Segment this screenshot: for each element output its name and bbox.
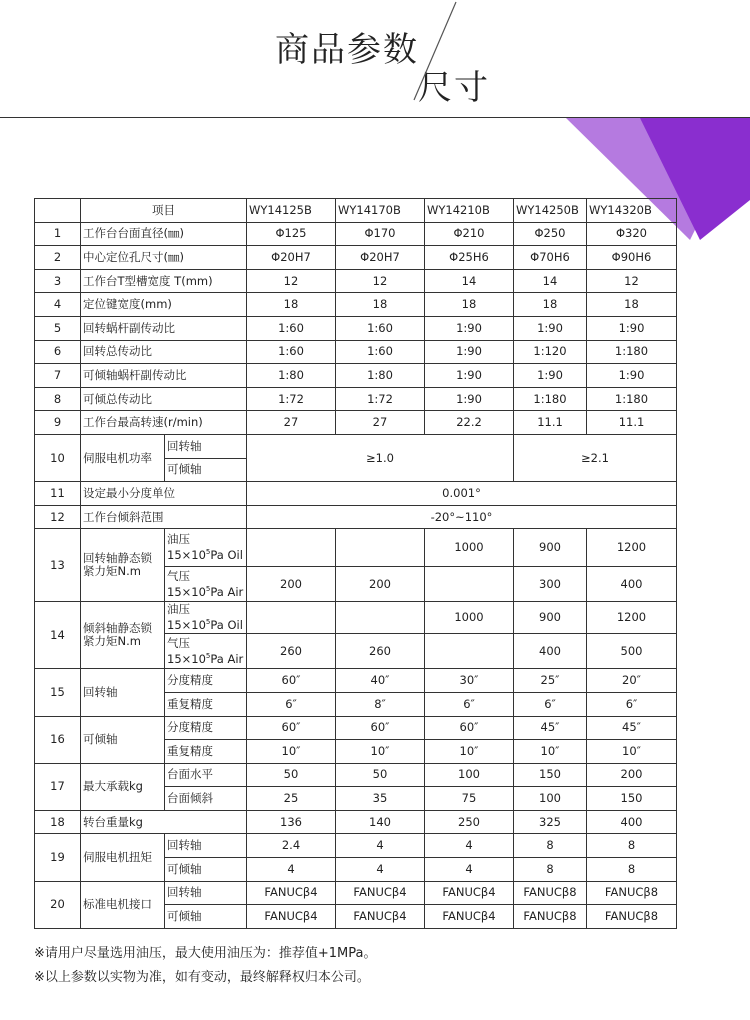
row-number: 6 — [35, 340, 81, 364]
value-cell: 1:180 — [587, 340, 677, 364]
row-number: 13 — [35, 529, 81, 602]
row-label: 标准电机接口 — [81, 881, 165, 928]
value-cell: 8 — [587, 834, 677, 858]
value-cell: 200 — [247, 567, 336, 602]
value-cell: 1:90 — [514, 316, 587, 340]
value-cell: 1200 — [587, 529, 677, 567]
row-label: 倾斜轴静态锁紧力矩N.m — [81, 602, 165, 669]
value-cell: 1:180 — [514, 387, 587, 411]
value-cell: 200 — [587, 763, 677, 787]
sub-label: 重复精度 — [165, 692, 247, 716]
table-row — [35, 293, 677, 317]
table-row — [35, 434, 677, 458]
value-cell: 260 — [336, 634, 425, 669]
value-cell: FANUCβ8 — [587, 905, 677, 929]
sub-label: 台面倾斜 — [165, 787, 247, 811]
value-cell: 11.1 — [514, 411, 587, 435]
row-number: 4 — [35, 293, 81, 317]
row-label: 最大承载kg — [81, 763, 165, 810]
table-row — [35, 246, 677, 270]
value-cell: Φ170 — [336, 222, 425, 246]
table-row — [35, 411, 677, 435]
value-cell: 900 — [514, 529, 587, 567]
value-cell: 25 — [247, 787, 336, 811]
value-cell: 6″ — [514, 692, 587, 716]
value-cell: 18 — [247, 293, 336, 317]
value-cell: 1:90 — [514, 364, 587, 388]
value-cell: 136 — [247, 810, 336, 834]
value-cell: 260 — [247, 634, 336, 669]
row-number: 5 — [35, 316, 81, 340]
footnote-oil-pressure: ※请用户尽量选用油压，最大使用油压为：推荐值+1MPa。 — [34, 946, 377, 961]
value-cell: 10″ — [514, 740, 587, 764]
table-row — [35, 602, 677, 634]
value-cell — [247, 602, 336, 634]
title-slash-line — [414, 2, 456, 100]
table-header-row — [35, 199, 677, 223]
value-cell: 12 — [247, 269, 336, 293]
value-cell: 150 — [587, 787, 677, 811]
value-cell: 0.001° — [247, 482, 677, 506]
value-cell: 8 — [514, 858, 587, 882]
value-cell: 14 — [514, 269, 587, 293]
value-cell: 75 — [425, 787, 514, 811]
value-cell: Φ20H7 — [247, 246, 336, 270]
sub-label: 可倾轴 — [165, 858, 247, 882]
value-cell: 30″ — [425, 669, 514, 693]
header-cell-model: WY14125B — [247, 199, 336, 223]
value-cell: 27 — [336, 411, 425, 435]
row-number: 19 — [35, 834, 81, 881]
value-cell: 12 — [336, 269, 425, 293]
value-cell: FANUCβ4 — [425, 905, 514, 929]
value-cell: 400 — [587, 810, 677, 834]
sub-label: 可倾轴 — [165, 458, 247, 482]
sub-label-air: 气压 $15\times 10^5Pa$ Air — [165, 634, 247, 669]
value-cell: Φ90H6 — [587, 246, 677, 270]
table-row — [35, 269, 677, 293]
page-subtitle: 尺寸 — [418, 68, 490, 108]
value-cell: 10″ — [247, 740, 336, 764]
value-cell: 300 — [514, 567, 587, 602]
value-cell: 1:180 — [587, 387, 677, 411]
value-cell — [425, 567, 514, 602]
value-cell: 6″ — [247, 692, 336, 716]
value-cell: FANUCβ4 — [336, 881, 425, 905]
value-cell: Φ25H6 — [425, 246, 514, 270]
row-label: 回转轴静态锁紧力矩N.m — [81, 529, 165, 602]
table-row — [35, 669, 677, 693]
sub-label: 分度精度 — [165, 669, 247, 693]
value-cell: 1:90 — [425, 387, 514, 411]
value-cell: 20″ — [587, 669, 677, 693]
value-cell: Φ125 — [247, 222, 336, 246]
value-cell: 60″ — [425, 716, 514, 740]
row-label: 伺服电机扭矩 — [81, 834, 165, 881]
value-cell — [425, 634, 514, 669]
value-cell: 1:90 — [425, 340, 514, 364]
value-cell: 50 — [247, 763, 336, 787]
row-label: 回转总传动比 — [81, 340, 247, 364]
value-cell: 60″ — [247, 716, 336, 740]
value-cell: 10″ — [336, 740, 425, 764]
value-cell: Φ320 — [587, 222, 677, 246]
row-label: 工作台倾斜范围 — [81, 505, 247, 529]
value-cell: 10″ — [587, 740, 677, 764]
value-cell: 1:72 — [247, 387, 336, 411]
value-cell: FANUCβ4 — [336, 905, 425, 929]
table-row — [35, 881, 677, 905]
sub-label: 重复精度 — [165, 740, 247, 764]
page-header — [0, 0, 750, 118]
sub-label: 回转轴 — [165, 881, 247, 905]
value-cell: 8 — [514, 834, 587, 858]
value-cell: 45″ — [587, 716, 677, 740]
value-cell: 60″ — [336, 716, 425, 740]
sub-label: 回转轴 — [165, 834, 247, 858]
row-number: 17 — [35, 763, 81, 810]
row-label: 可倾总传动比 — [81, 387, 247, 411]
sub-label: 可倾轴 — [165, 905, 247, 929]
value-cell: 500 — [587, 634, 677, 669]
value-cell: FANUCβ8 — [587, 881, 677, 905]
row-label: 回转轴 — [81, 669, 165, 716]
value-cell: 400 — [514, 634, 587, 669]
table-row — [35, 810, 677, 834]
value-cell: 1:60 — [336, 340, 425, 364]
table-row — [35, 482, 677, 506]
table-row — [35, 222, 677, 246]
value-cell: 1:60 — [336, 316, 425, 340]
value-cell: Φ250 — [514, 222, 587, 246]
row-label: 工作台T型槽宽度 T(mm) — [81, 269, 247, 293]
value-cell: FANUCβ8 — [514, 905, 587, 929]
value-cell: 250 — [425, 810, 514, 834]
header-cell-item: 项目 — [81, 199, 247, 223]
value-cell: ≥2.1 — [514, 434, 677, 481]
value-cell: 1:80 — [247, 364, 336, 388]
row-number: 10 — [35, 434, 81, 481]
value-cell: 6″ — [587, 692, 677, 716]
row-number: 16 — [35, 716, 81, 763]
value-cell: 8″ — [336, 692, 425, 716]
value-cell: 150 — [514, 763, 587, 787]
value-cell: 1:90 — [425, 316, 514, 340]
value-cell: 40″ — [336, 669, 425, 693]
value-cell: Φ70H6 — [514, 246, 587, 270]
value-cell: 1:90 — [425, 364, 514, 388]
table-row — [35, 505, 677, 529]
value-cell: 18 — [587, 293, 677, 317]
row-label: 可倾轴蜗杆副传动比 — [81, 364, 247, 388]
value-cell: 4 — [425, 858, 514, 882]
value-cell: 100 — [425, 763, 514, 787]
table-row — [35, 834, 677, 858]
header-divider — [0, 117, 750, 118]
row-label: 工作台台面直径(㎜) — [81, 222, 247, 246]
value-cell: FANUCβ4 — [247, 881, 336, 905]
value-cell: 8 — [587, 858, 677, 882]
value-cell: 1:120 — [514, 340, 587, 364]
value-cell: 50 — [336, 763, 425, 787]
value-cell: FANUCβ4 — [247, 905, 336, 929]
row-label: 转台重量kg — [81, 810, 247, 834]
value-cell: 900 — [514, 602, 587, 634]
value-cell: ≥1.0 — [247, 434, 514, 481]
value-cell: 1:72 — [336, 387, 425, 411]
row-label: 可倾轴 — [81, 716, 165, 763]
sub-label: 回转轴 — [165, 434, 247, 458]
value-cell: 4 — [336, 858, 425, 882]
value-cell: 4 — [336, 834, 425, 858]
value-cell: 1:80 — [336, 364, 425, 388]
value-cell: 1:90 — [587, 364, 677, 388]
footnote-disclaimer: ※以上参数以实物为准，如有变动，最终解释权归本公司。 — [34, 970, 370, 985]
table-row — [35, 529, 677, 567]
value-cell: 14 — [425, 269, 514, 293]
table-row — [35, 763, 677, 787]
sub-label-air: 气压 $15\times 10^5Pa$ Air — [165, 567, 247, 602]
row-number: 9 — [35, 411, 81, 435]
value-cell: 400 — [587, 567, 677, 602]
value-cell: 140 — [336, 810, 425, 834]
row-number: 3 — [35, 269, 81, 293]
row-label: 中心定位孔尺寸(㎜) — [81, 246, 247, 270]
row-number: 14 — [35, 602, 81, 669]
table-row — [35, 716, 677, 740]
value-cell — [247, 529, 336, 567]
header-cell-model: WY14210B — [425, 199, 514, 223]
value-cell — [336, 529, 425, 567]
value-cell: 18 — [425, 293, 514, 317]
value-cell: 35 — [336, 787, 425, 811]
value-cell: 1000 — [425, 602, 514, 634]
value-cell: 12 — [587, 269, 677, 293]
sub-label-oil: 油压 $15\times 10^5Pa$ Oil — [165, 529, 247, 567]
value-cell: 10″ — [425, 740, 514, 764]
sub-label: 分度精度 — [165, 716, 247, 740]
row-label: 设定最小分度单位 — [81, 482, 247, 506]
row-label: 回转蜗杆副传动比 — [81, 316, 247, 340]
page-title: 商品参数 — [275, 30, 419, 70]
value-cell: 100 — [514, 787, 587, 811]
value-cell: 200 — [336, 567, 425, 602]
row-label: 工作台最高转速(r/min) — [81, 411, 247, 435]
value-cell: 1200 — [587, 602, 677, 634]
value-cell: Φ210 — [425, 222, 514, 246]
row-number: 8 — [35, 387, 81, 411]
value-cell: 18 — [514, 293, 587, 317]
sub-label: 台面水平 — [165, 763, 247, 787]
row-number: 11 — [35, 482, 81, 506]
value-cell: 22.2 — [425, 411, 514, 435]
value-cell: -20°~110° — [247, 505, 677, 529]
value-cell: 1:90 — [587, 316, 677, 340]
sub-label-oil: 油压 $15\times 10^5Pa$ Oil — [165, 602, 247, 634]
table-row — [35, 364, 677, 388]
value-cell: 45″ — [514, 716, 587, 740]
value-cell: 1:60 — [247, 340, 336, 364]
row-number: 18 — [35, 810, 81, 834]
row-number: 12 — [35, 505, 81, 529]
row-number: 2 — [35, 246, 81, 270]
row-number: 1 — [35, 222, 81, 246]
value-cell: 6″ — [425, 692, 514, 716]
table-row — [35, 340, 677, 364]
value-cell — [336, 602, 425, 634]
value-cell: 2.4 — [247, 834, 336, 858]
value-cell: 11.1 — [587, 411, 677, 435]
value-cell: Φ20H7 — [336, 246, 425, 270]
table-row — [35, 387, 677, 411]
value-cell: FANUCβ8 — [514, 881, 587, 905]
row-label: 伺服电机功率 — [81, 434, 165, 481]
row-number: 15 — [35, 669, 81, 716]
header-cell-model: WY14320B — [587, 199, 677, 223]
table-row — [35, 316, 677, 340]
value-cell: FANUCβ4 — [425, 881, 514, 905]
value-cell: 325 — [514, 810, 587, 834]
value-cell: 1000 — [425, 529, 514, 567]
row-number: 20 — [35, 881, 81, 928]
row-label: 定位键宽度(mm) — [81, 293, 247, 317]
value-cell: 4 — [247, 858, 336, 882]
row-number: 7 — [35, 364, 81, 388]
header-cell-no — [35, 199, 81, 223]
header-cell-model: WY14250B — [514, 199, 587, 223]
value-cell: 1:60 — [247, 316, 336, 340]
header-cell-model: WY14170B — [336, 199, 425, 223]
value-cell: 60″ — [247, 669, 336, 693]
value-cell: 18 — [336, 293, 425, 317]
spec-table — [34, 198, 677, 929]
value-cell: 25″ — [514, 669, 587, 693]
value-cell: 4 — [425, 834, 514, 858]
value-cell: 27 — [247, 411, 336, 435]
